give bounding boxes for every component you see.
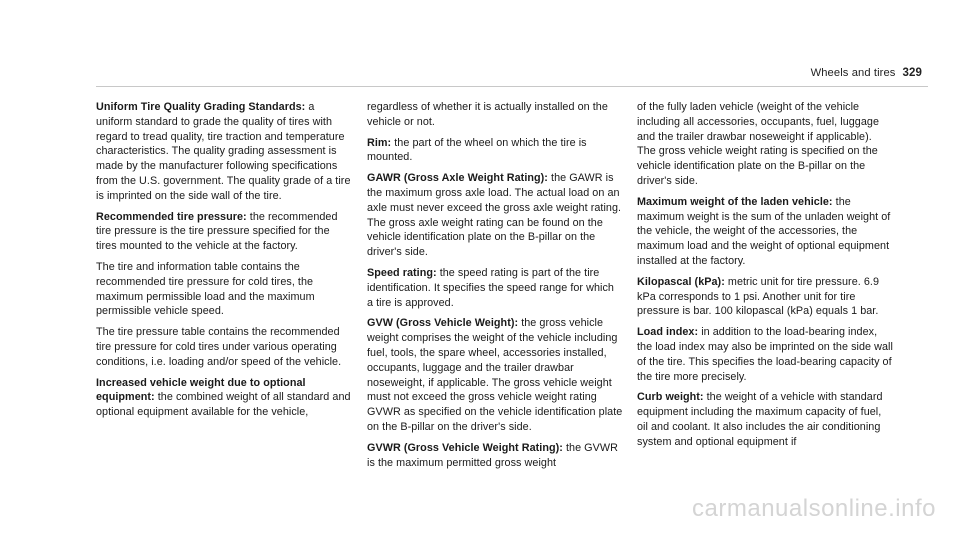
definition: the part of the wheel on which the tire is mounted. xyxy=(367,136,587,164)
term: Curb weight: xyxy=(637,391,704,404)
paragraph xyxy=(367,100,623,130)
definition: the speed rating is part of the tire identification. It specifies the speed range for which a tire is approved. xyxy=(367,266,614,309)
definition: The tire and information table contains the recommended tire pressure for cold tires, the maximum permissible load and the maximum permissible vehicle speed. xyxy=(96,260,315,318)
paragraph xyxy=(637,195,893,269)
term: Increased vehicle weight due to optional equipment: xyxy=(96,376,306,404)
paragraph xyxy=(367,441,623,471)
paragraph xyxy=(96,325,352,369)
term: GVW (Gross Vehicle Weight): xyxy=(367,317,519,330)
term: Speed rating: xyxy=(367,266,437,279)
paragraph xyxy=(637,100,893,189)
paragraph xyxy=(96,100,352,204)
term: Rim: xyxy=(367,136,392,149)
paragraph xyxy=(637,390,893,449)
paragraph xyxy=(637,275,893,319)
definition: of the fully laden vehicle (weight of the vehicle including all accessories, occupants, fuel, luggage and the trailer drawbar noseweight if applicable). The gross vehicle weight rating is specified on the vehicle identification plate on the B-pillar on the driver's side. xyxy=(637,101,880,187)
definition: the GAWR is the maximum gross axle load. The actual load on an axle must never exceed the gross axle weight rating. The gross axle weight rating can be found on the vehicle identification plate on the B-pillar on the driver's side. xyxy=(367,172,622,259)
paragraph xyxy=(367,266,623,310)
site-watermark: carmanualsonline.info xyxy=(692,495,936,522)
paragraph xyxy=(96,210,352,254)
section-title: Wheels and tires xyxy=(810,67,896,79)
definition: The tire pressure table contains the recommended tire pressure for cold tires under various operating conditions, i.e. loading and/or speed of the vehicle. xyxy=(96,326,342,368)
page-number: 329 xyxy=(902,67,922,79)
definition: the combined weight of all standard and optional equipment available for the vehicle, xyxy=(96,391,351,419)
term: Maximum weight of the laden vehicle: xyxy=(637,195,833,208)
paragraph xyxy=(367,316,623,434)
definition: the GVWR is the maximum permitted gross weight xyxy=(367,441,618,469)
definition: metric unit for tire pressure. 6.9 kPa corresponds to 1 psi. Another unit for tire pressure is bar. 100 kilopascal (kPa) equals 1 bar. xyxy=(637,275,880,318)
text-column-3 xyxy=(637,100,893,456)
definition: a uniform standard to grade the quality of tires with regard to tread quality, tire traction and temperature characteristics. The quality grading assessment is made by the manufacturer following specifications from the U.S. government. The quality grade of a tire is imprinted on the side wall of the tire. xyxy=(96,101,351,202)
term: GVWR (Gross Vehicle Weight Rating): xyxy=(367,441,563,454)
term: Load index: xyxy=(637,326,699,339)
paragraph xyxy=(96,376,352,420)
definition: the recommended tire pressure is the tire pressure specified for the tires mounted to the vehicle at the factory. xyxy=(96,210,338,253)
definition: the weight of a vehicle with standard equipment including the maximum capacity of fuel, oil and coolant. It also includes the air conditioning system and optional equipment if xyxy=(637,391,883,448)
paragraph xyxy=(637,325,893,384)
definition: in addition to the load-bearing index, the load index may also be imprinted on the side wall of the tire. This specifies the load-bearing capacity of the tire more precisely. xyxy=(637,326,893,383)
paragraph xyxy=(367,136,623,166)
text-column-1 xyxy=(96,100,352,426)
paragraph xyxy=(96,260,352,319)
term: GAWR (Gross Axle Weight Rating): xyxy=(367,172,548,185)
definition: the maximum weight is the sum of the unladen weight of the vehicle, the weight of the accessories, the maximum load and the weight of optional equipment installed at the factory. xyxy=(637,195,891,267)
header-divider xyxy=(96,86,928,87)
paragraph xyxy=(367,171,623,260)
term: Kilopascal (kPa): xyxy=(637,275,725,288)
text-column-2 xyxy=(367,100,623,476)
running-header xyxy=(811,67,922,79)
term: Recommended tire pressure: xyxy=(96,210,247,223)
definition: regardless of whether it is actually installed on the vehicle or not. xyxy=(367,101,608,128)
term: Uniform Tire Quality Grading Standards: xyxy=(96,101,306,113)
definition: the gross vehicle weight comprises the weight of the vehicle including fuel, tools, the spare wheel, accessories installed, occupants, luggage and the trailer drawbar noseweight, if applicable. The gross vehicle weight must not exceed the gross vehicle weight rating GVWR as specified on the vehicle identification plate on the B-pillar on the driver's side. xyxy=(367,317,623,433)
